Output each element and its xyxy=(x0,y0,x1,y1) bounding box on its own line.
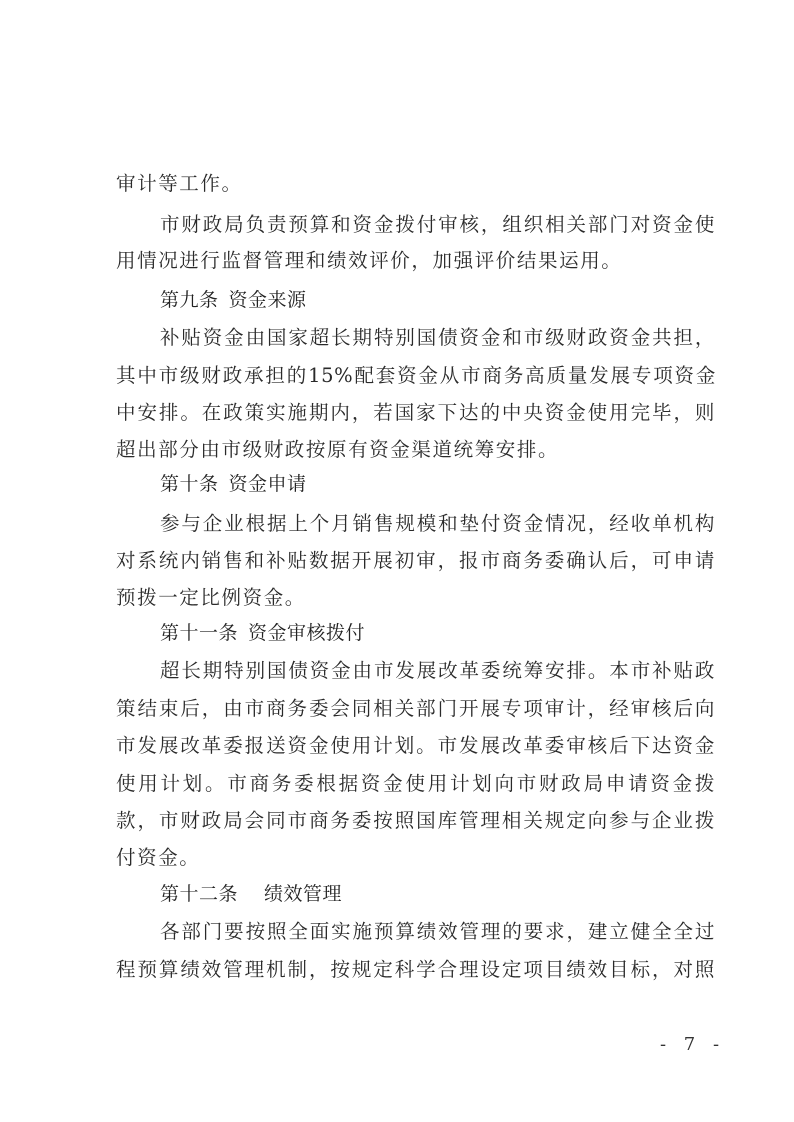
paragraph-line: 市发展改革委报送资金使用计划。市发展改革委审核后下达资金 xyxy=(116,734,716,757)
paragraph-line: 程预算绩效管理机制，按规定科学合理设定项目绩效目标，对照 xyxy=(116,958,716,981)
paragraph-line: 其中市级财政承担的15%配套资金从市商务高质量发展专项资金 xyxy=(116,364,716,387)
article-title: 绩效管理 xyxy=(264,883,343,905)
page-number: - 7 - xyxy=(660,1034,726,1055)
article-number: 第十一条 xyxy=(160,622,239,644)
article-heading xyxy=(160,621,365,645)
article-heading xyxy=(160,472,307,496)
paragraph-line: 款，市财政局会同市商务委按照国库管理相关规定向参与企业拨 xyxy=(116,809,716,832)
paragraph-line: 超长期特别国债资金由市发展改革委统筹安排。本市补贴政 xyxy=(160,659,716,682)
paragraph-line: 各部门要按照全面实施预算绩效管理的要求，建立健全全过 xyxy=(160,920,716,943)
paragraph-line: 中安排。在政策实施期内，若国家下达的中央资金使用完毕，则 xyxy=(116,401,716,424)
paragraph-line: 超出部分由市级财政按原有资金渠道统筹安排。 xyxy=(116,438,560,461)
article-number: 第十二条 xyxy=(160,883,239,905)
paragraph-line: 使用计划。市商务委根据资金使用计划向市财政局申请资金拨 xyxy=(116,772,716,795)
article-title: 资金审核拨付 xyxy=(248,622,366,644)
paragraph-line: 策结束后，由市商务委会同相关部门开展专项审计，经审核后向 xyxy=(116,697,716,720)
article-number: 第九条 xyxy=(160,289,219,311)
article-heading xyxy=(160,882,342,906)
paragraph-line: 审计等工作。 xyxy=(116,172,243,195)
paragraph-line: 预拨一定比例资金。 xyxy=(116,586,306,609)
article-title: 资金申请 xyxy=(228,473,307,495)
paragraph-line: 用情况进行监督管理和绩效评价，加强评价结果运用。 xyxy=(116,249,623,272)
paragraph-line: 市财政局负责预算和资金拨付审核，组织相关部门对资金使 xyxy=(160,213,716,236)
paragraph-line: 参与企业根据上个月销售规模和垫付资金情况，经收单机构 xyxy=(160,512,716,535)
paragraph-line: 补贴资金由国家超长期特别国债资金和市级财政资金共担， xyxy=(160,326,716,349)
paragraph-line: 对系统内销售和补贴数据开展初审，报市商务委确认后，可申请 xyxy=(116,549,716,572)
paragraph-line: 付资金。 xyxy=(116,846,201,869)
article-number: 第十条 xyxy=(160,473,219,495)
article-heading xyxy=(160,288,307,312)
article-title: 资金来源 xyxy=(228,289,307,311)
